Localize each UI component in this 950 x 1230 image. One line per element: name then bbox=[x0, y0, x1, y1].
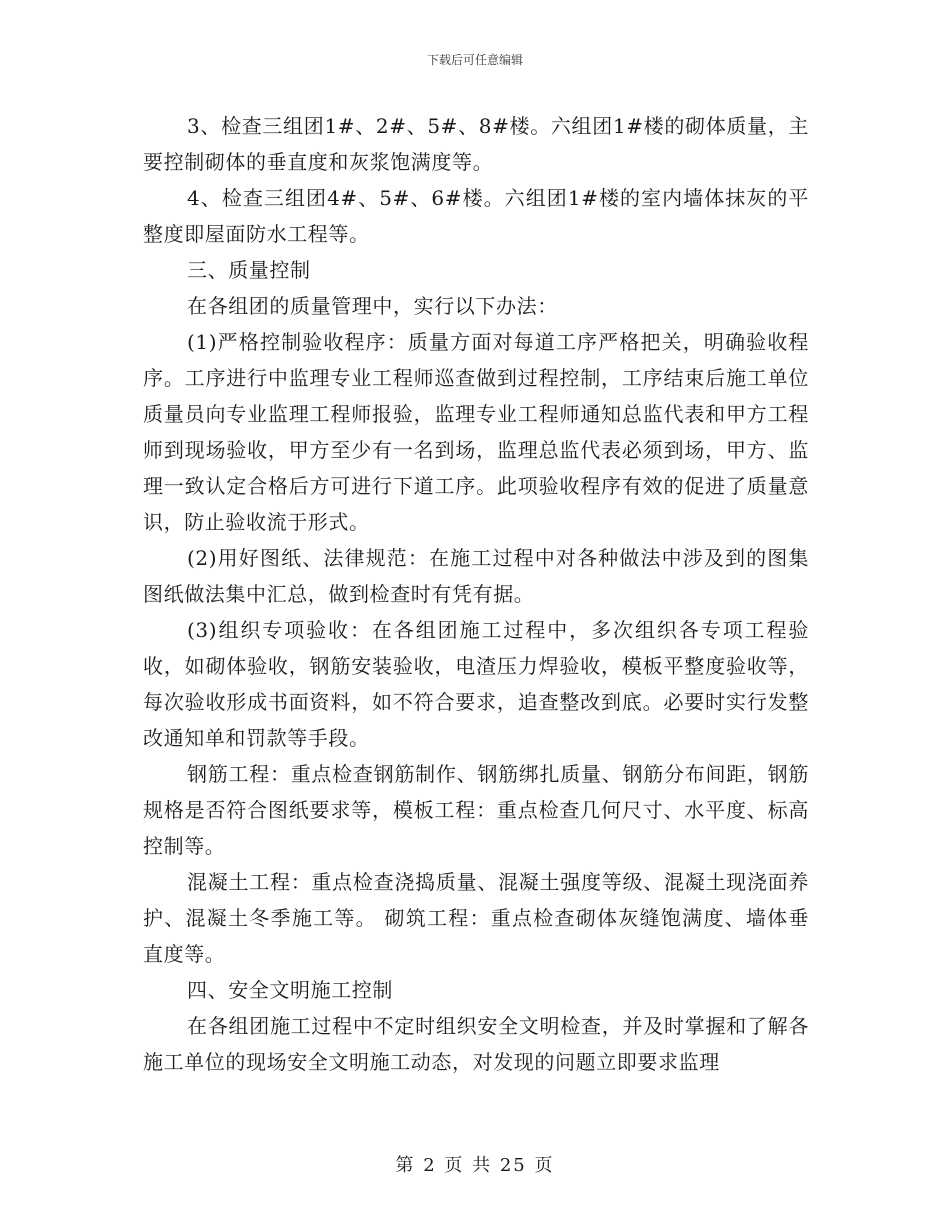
paragraph-rebar-formwork: 钢筋工程：重点检查钢筋制作、钢筋绑扎质量、钢筋分布间距，钢筋规格是否符合图纸要求等，模板工程：重点检查几何尺寸、水平度、标高控制等。 bbox=[143, 762, 809, 858]
section-heading-safety-control: 四、安全文明施工控制 bbox=[187, 978, 393, 1002]
paragraph-concrete-masonry: 混凝土工程：重点检查浇捣质量、混凝土强度等级、混凝土现浇面养护、混凝土冬季施工等。 砌筑工程：重点检查砌体灰缝饱满度、墙体垂直度等。 bbox=[143, 870, 809, 966]
paragraph-safety-inspection: 在各组团施工过程中不定时组织安全文明检查，并及时掌握和了解各施工单位的现场安全文明施工动态，对发现的问题立即要求监理 bbox=[143, 1014, 809, 1074]
paragraph-quality-intro: 在各组团的质量管理中，实行以下办法： bbox=[187, 294, 558, 318]
page-number-footer: 第 2 页 共 25 页 bbox=[395, 1155, 555, 1176]
paragraph-special-acceptance: (3)组织专项验收：在各组团施工过程中，多次组织各专项工程验收，如砌体验收，钢筋安装验收，电渣压力焊验收，模板平整度验收等，每次验收形成书面资料，如不符合要求，追查整改到底。必要时实行发整改通知单和罚款等手段。 bbox=[143, 618, 809, 750]
paragraph-acceptance-procedure: (1)严格控制验收程序：质量方面对每道工序严格把关，明确验收程序。工序进行中监理专业工程师巡查做到过程控制，工序结束后施工单位质量员向专业监理工程师报验，监理专业工程师通知总监代表和甲方工程师到现场验收，甲方至少有一名到场，监理总监代表必须到场，甲方、监理一致认定合格后方可进行下道工序。此项验收程序有效的促进了质量意识，防止验收流于形式。 bbox=[143, 330, 809, 534]
paragraph-item-3-inspection: 3、检查三组团1#、2#、5#、8#楼。六组团1#楼的砌体质量，主要控制砌体的垂直度和灰浆饱满度等。 bbox=[143, 114, 809, 174]
page-header-note: 下载后可任意编辑 bbox=[426, 53, 523, 67]
document-body bbox=[143, 108, 809, 1080]
paragraph-item-4-inspection: 4、检查三组团4#、5#、6#楼。六组团1#楼的室内墙体抹灰的平整度即屋面防水工程等。 bbox=[143, 186, 809, 246]
paragraph-drawings-standards: (2)用好图纸、法律规范：在施工过程中对各种做法中涉及到的图集图纸做法集中汇总，做到检查时有凭有据。 bbox=[143, 546, 809, 606]
section-heading-quality-control: 三、质量控制 bbox=[187, 258, 311, 282]
